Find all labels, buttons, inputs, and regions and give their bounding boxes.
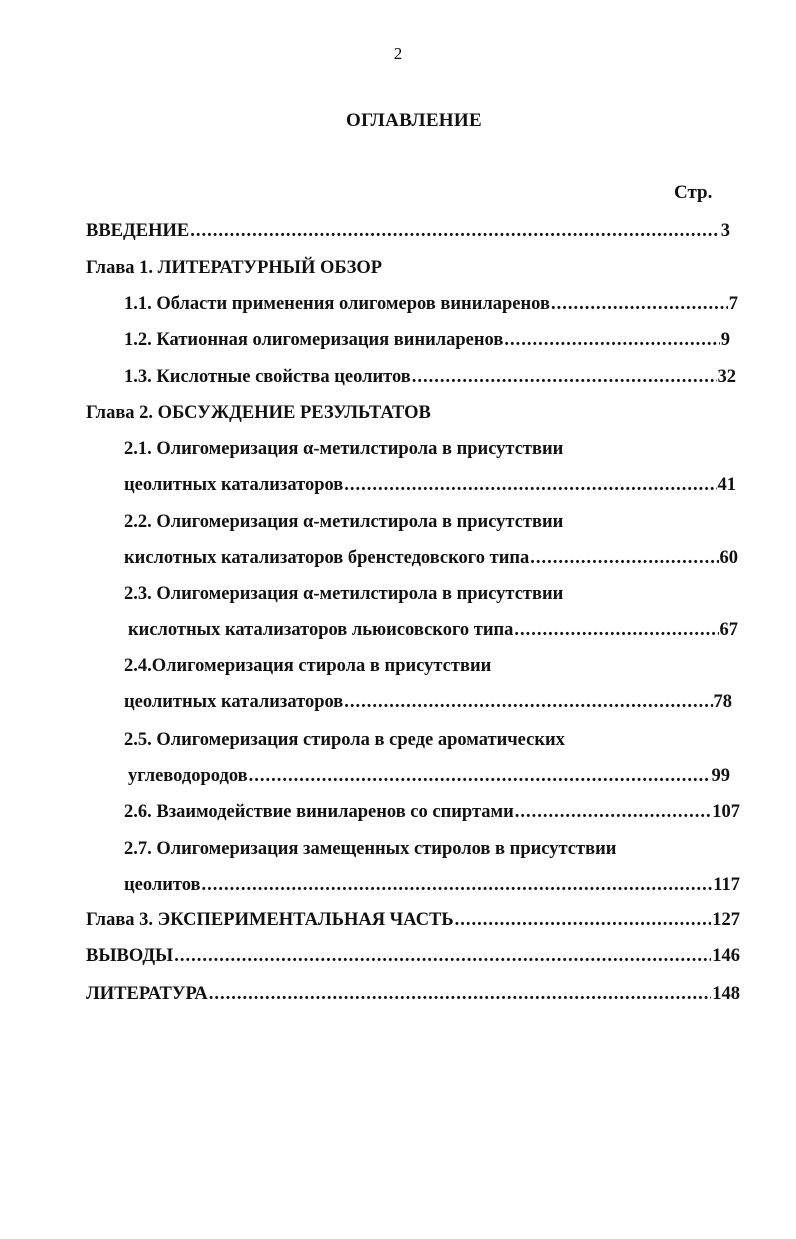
toc-entry-title: цеолитов bbox=[124, 875, 201, 895]
toc-leader bbox=[209, 982, 712, 1006]
toc-entry-1-2 bbox=[124, 328, 730, 352]
page-column-header: Стр. bbox=[674, 182, 713, 203]
toc-leader bbox=[504, 328, 719, 352]
toc-entry-2-1 bbox=[124, 473, 736, 497]
toc-entry-page: 3 bbox=[720, 221, 730, 241]
toc-entry-intro bbox=[86, 219, 730, 243]
toc-entry-title: кислотных катализаторов бренстедовского типа bbox=[124, 548, 530, 568]
toc-entry-page: 107 bbox=[712, 802, 740, 822]
toc-leader bbox=[551, 292, 728, 316]
toc-entry-page: 60 bbox=[719, 548, 738, 568]
toc-leader bbox=[530, 546, 718, 570]
toc-entry-literature bbox=[86, 982, 740, 1006]
toc-entry-page: 67 bbox=[719, 620, 738, 640]
toc-leader bbox=[202, 873, 713, 897]
toc-leader bbox=[174, 944, 711, 968]
toc-entry-2-2 bbox=[124, 546, 738, 570]
toc-entry-page: 117 bbox=[713, 875, 740, 895]
toc-chapter-3 bbox=[86, 908, 740, 932]
toc-entry-2-1-line1: 2.1. Олигомеризация α-метилстирола в присутствии bbox=[124, 439, 564, 459]
toc-entry-title: цеолитных катализаторов bbox=[124, 475, 344, 495]
toc-entry-page: 78 bbox=[713, 692, 732, 712]
toc-entry-page: 9 bbox=[720, 330, 730, 350]
toc-entry-2-3 bbox=[128, 618, 738, 642]
toc-entry-2-5 bbox=[128, 764, 730, 788]
toc-entry-2-6 bbox=[124, 800, 740, 824]
toc-entry-2-3-line1: 2.3. Олигомеризация α-метилстирола в присутствии bbox=[124, 584, 564, 604]
toc-entry-1-1 bbox=[124, 292, 738, 316]
toc-entry-2-5-line1: 2.5. Олигомеризация стирола в среде ароматических bbox=[124, 730, 565, 750]
toc-entry-2-4-line1: 2.4.Олигомеризация стирола в присутствии bbox=[124, 656, 492, 676]
toc-entry-page: 148 bbox=[712, 984, 740, 1004]
toc-leader bbox=[249, 764, 711, 788]
toc-entry-title: ВЫВОДЫ bbox=[86, 946, 174, 966]
toc-entry-2-4 bbox=[124, 690, 732, 714]
toc-entry-title: Глава 3. ЭКСПЕРИМЕНТАЛЬНАЯ ЧАСТЬ bbox=[86, 910, 454, 930]
toc-entry-page: 99 bbox=[711, 766, 730, 786]
toc-entry-title: 1.2. Катионная олигомеризация виниларенов bbox=[124, 330, 504, 350]
toc-entry-title: кислотных катализаторов льюисовского типа bbox=[128, 620, 514, 640]
toc-entry-1-3 bbox=[124, 365, 736, 389]
toc-entry-page: 41 bbox=[717, 475, 736, 495]
toc-entry-title: углеводородов bbox=[128, 766, 248, 786]
toc-entry-2-7-line1: 2.7. Олигомеризация замещенных стиролов в присутствии bbox=[124, 839, 617, 859]
toc-entry-page: 146 bbox=[712, 946, 740, 966]
toc-leader bbox=[190, 219, 720, 243]
toc-leader bbox=[514, 618, 718, 642]
toc-entry-page: 32 bbox=[717, 367, 736, 387]
toc-entry-conclusions bbox=[86, 944, 740, 968]
toc-leader bbox=[455, 908, 712, 932]
page-number: 2 bbox=[393, 44, 403, 63]
toc-entry-title: 2.6. Взаимодействие виниларенов со спиртами bbox=[124, 802, 514, 822]
toc-entry-page: 127 bbox=[712, 910, 740, 930]
toc-leader bbox=[344, 690, 712, 714]
toc-entry-title: 1.3. Кислотные свойства цеолитов bbox=[124, 367, 411, 387]
toc-entry-title: ВВЕДЕНИЕ bbox=[86, 221, 190, 241]
toc-chapter-1: Глава 1. ЛИТЕРАТУРНЫЙ ОБЗОР bbox=[86, 258, 383, 278]
toc-entry-title: ЛИТЕРАТУРА bbox=[86, 984, 208, 1004]
toc-entry-title: 1.1. Области применения олигомеров виниларенов bbox=[124, 294, 550, 314]
toc-entry-2-7 bbox=[124, 873, 740, 897]
toc-chapter-2: Глава 2. ОБСУЖДЕНИЕ РЕЗУЛЬТАТОВ bbox=[86, 403, 431, 423]
toc-entry-page: 7 bbox=[728, 294, 738, 314]
toc-leader bbox=[515, 800, 711, 824]
toc-entry-title: цеолитных катализаторов bbox=[124, 692, 344, 712]
toc-leader bbox=[412, 365, 717, 389]
toc-leader bbox=[344, 473, 716, 497]
toc-entry-2-2-line1: 2.2. Олигомеризация α-метилстирола в присутствии bbox=[124, 512, 564, 532]
page-title: ОГЛАВЛЕНИЕ bbox=[346, 110, 482, 131]
